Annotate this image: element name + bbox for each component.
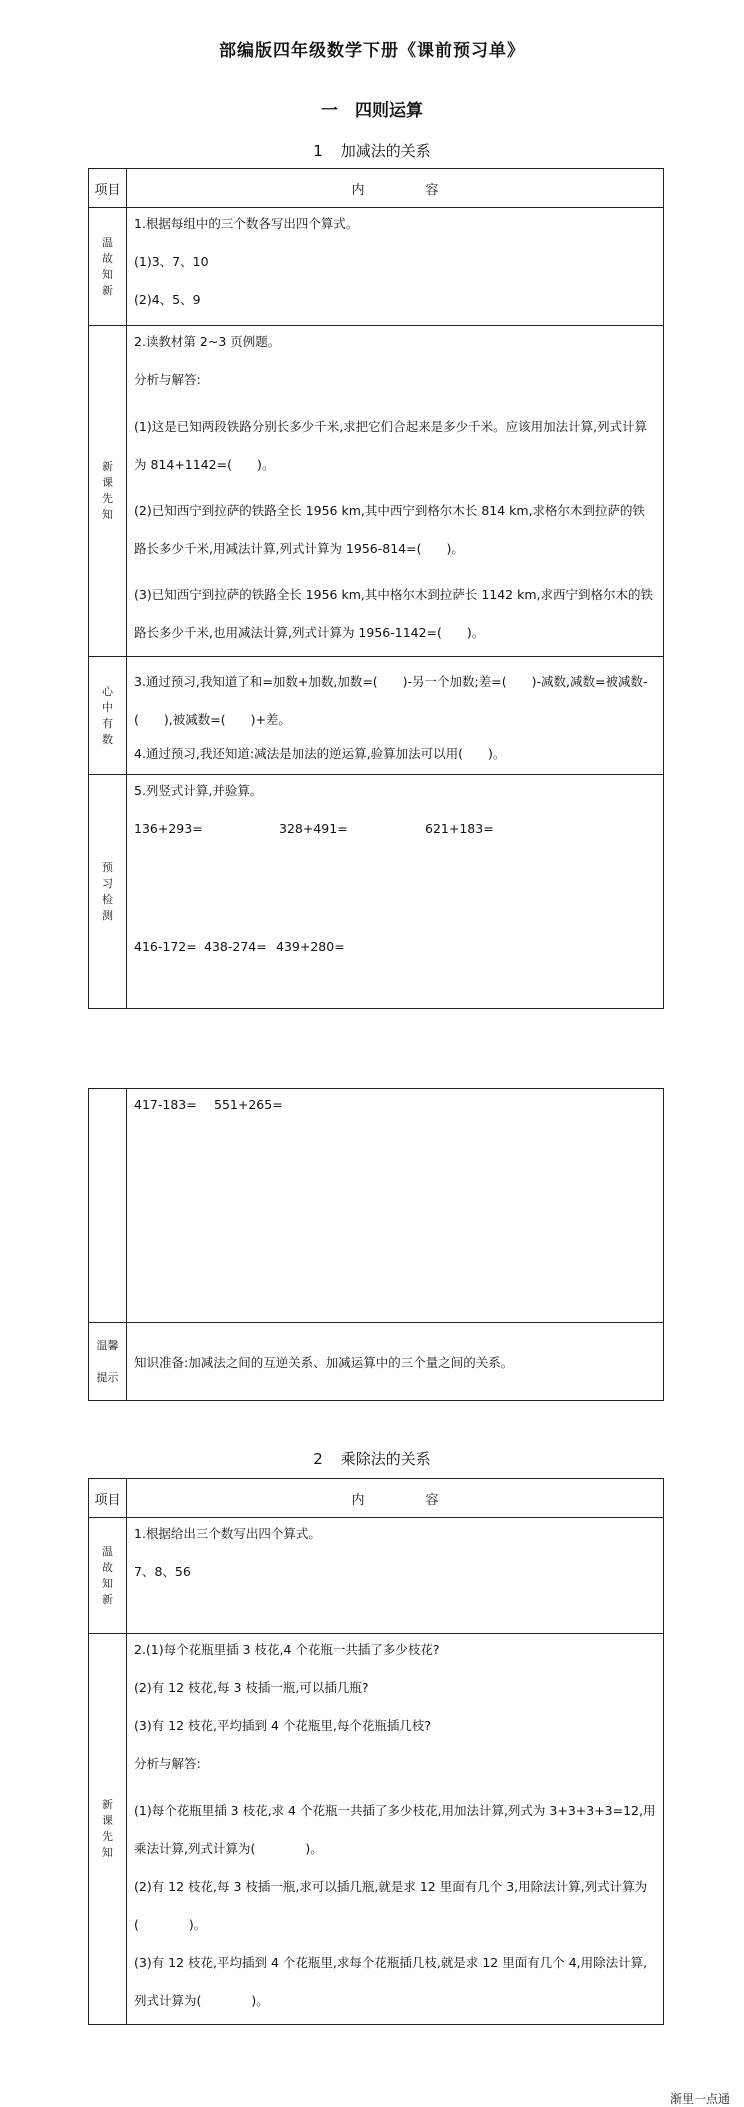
text-line: (1)这是已知两段铁路分别长多少千米,求把它们合起来是多少千米。应该用加法计算,列式计算为 814+1142=( )。 <box>134 419 648 472</box>
section-label-preview: 新课先知 <box>89 326 127 657</box>
section-label-tip: 温馨提示 <box>89 1323 127 1401</box>
section-preview-content <box>127 326 664 657</box>
text-line: 2.(1)每个花瓶里插 3 枝花,4 个花瓶一共插了多少枝花? <box>134 1642 440 1657</box>
text-line: 分析与解答: <box>134 372 201 387</box>
calc-item: 417-183= <box>134 1097 197 1112</box>
lesson-1-table <box>88 168 664 1009</box>
text-line: 分析与解答: <box>134 1756 201 1771</box>
instruction-text: 5.列竖式计算,并验算。 <box>134 783 263 798</box>
lesson-1-table-continued <box>88 1088 664 1401</box>
text-line: 1.根据给出三个数写出四个算式。 <box>134 1526 321 1541</box>
section-label-mind: 心中有数 <box>89 657 127 775</box>
calc-item: 136+293= <box>134 821 203 836</box>
section-tip-content <box>127 1323 664 1401</box>
text-line: 2.读教材第 2~3 页例题。 <box>134 334 281 349</box>
text-line: 1.根据每组中的三个数各写出四个算式。 <box>134 216 359 231</box>
text-line: (2)4、5、9 <box>134 292 201 307</box>
section-label-check: 预习检测 <box>89 775 127 1009</box>
calc-item: 328+491= <box>279 821 348 836</box>
section-review-content <box>127 208 664 326</box>
header-item: 项目 <box>89 1479 127 1518</box>
text-line: (3)有 12 枝花,平均插到 4 个花瓶里,每个花瓶插几枝? <box>134 1718 432 1733</box>
text-line: 3.通过预习,我知道了和=加数+加数,加数=( )-另一个加数;差=( )-减数,减数=被减数-( ),被减数=( )+差。 <box>134 674 648 727</box>
text-line: (2)有 12 枝花,每 3 枝插一瓶,可以插几瓶? <box>134 1680 369 1695</box>
calc-row <box>134 1095 657 1115</box>
text-line: 4.通过预习,我还知道:减法是加法的逆运算,验算加法可以用( )。 <box>134 746 506 761</box>
calc-row <box>134 937 657 957</box>
text-line: (3)已知西宁到拉萨的铁路全长 1956 km,其中格尔木到拉萨长 1142 km,求西宁到格尔木的铁路长多少千米,也用减法计算,列式计算为 1956-1142=( )。 <box>134 587 654 640</box>
lesson-2-table <box>88 1478 664 2025</box>
header-content: 内 容 <box>127 169 664 208</box>
text-line: (3)有 12 枝花,平均插到 4 个花瓶里,求每个花瓶插几枝,就是求 12 里面有几个 4,用除法计算,列式计算为( )。 <box>134 1955 648 2008</box>
section-label-preview: 新课先知 <box>89 1634 127 2025</box>
calc-item: 438-274= <box>204 939 267 954</box>
header-content: 内 容 <box>127 1479 664 1518</box>
text-line: 7、8、56 <box>134 1564 191 1579</box>
unit-title: 一 四则运算 <box>321 101 423 121</box>
section-check-content <box>127 775 664 1009</box>
calc-item: 621+183= <box>425 821 494 836</box>
calc-row <box>134 819 657 839</box>
text-line: (1)3、7、10 <box>134 254 209 269</box>
header-item: 项目 <box>89 169 127 208</box>
calc-item: 439+280= <box>276 939 345 954</box>
section-check-continued <box>127 1089 664 1323</box>
calc-item: 416-172= <box>134 939 197 954</box>
section-review-content <box>127 1518 664 1634</box>
section-label-review: 温故知新 <box>89 208 127 326</box>
document-title: 部编版四年级数学下册《课前预习单》 <box>219 41 525 61</box>
calc-item: 551+265= <box>214 1097 283 1112</box>
text-line: (2)已知西宁到拉萨的铁路全长 1956 km,其中西宁到格尔木长 814 km,求格尔木到拉萨的铁路长多少千米,用减法计算,列式计算为 1956-814=( )。 <box>134 503 646 556</box>
lesson-1-title <box>0 140 744 161</box>
section-label-review: 温故知新 <box>89 1518 127 1634</box>
text-line: (2)有 12 枝花,每 3 枝插一瓶,求可以插几瓶,就是求 12 里面有几个 3,用除法计算,列式计算为( )。 <box>134 1879 648 1932</box>
tip-text: 知识准备:加减法之间的互逆关系、加减运算中的三个量之间的关系。 <box>134 1354 514 1370</box>
text-line: (1)每个花瓶里插 3 枝花,求 4 个花瓶一共插了多少枝花,用加法计算,列式为 3+3+3+3=12,用乘法计算,列式计算为( )。 <box>134 1803 656 1856</box>
section-preview-content <box>127 1634 664 2025</box>
empty-label-cell <box>89 1089 127 1323</box>
lesson-2-title <box>0 1448 744 1469</box>
lesson-1-number: 1 <box>313 142 323 160</box>
lesson-1-name: 加减法的关系 <box>340 142 431 160</box>
lesson-2-number: 2 <box>313 1450 323 1468</box>
lesson-2-name: 乘除法的关系 <box>340 1450 431 1468</box>
section-mind-content <box>127 657 664 775</box>
footer-watermark: 渐里一点通 <box>669 2092 730 2106</box>
